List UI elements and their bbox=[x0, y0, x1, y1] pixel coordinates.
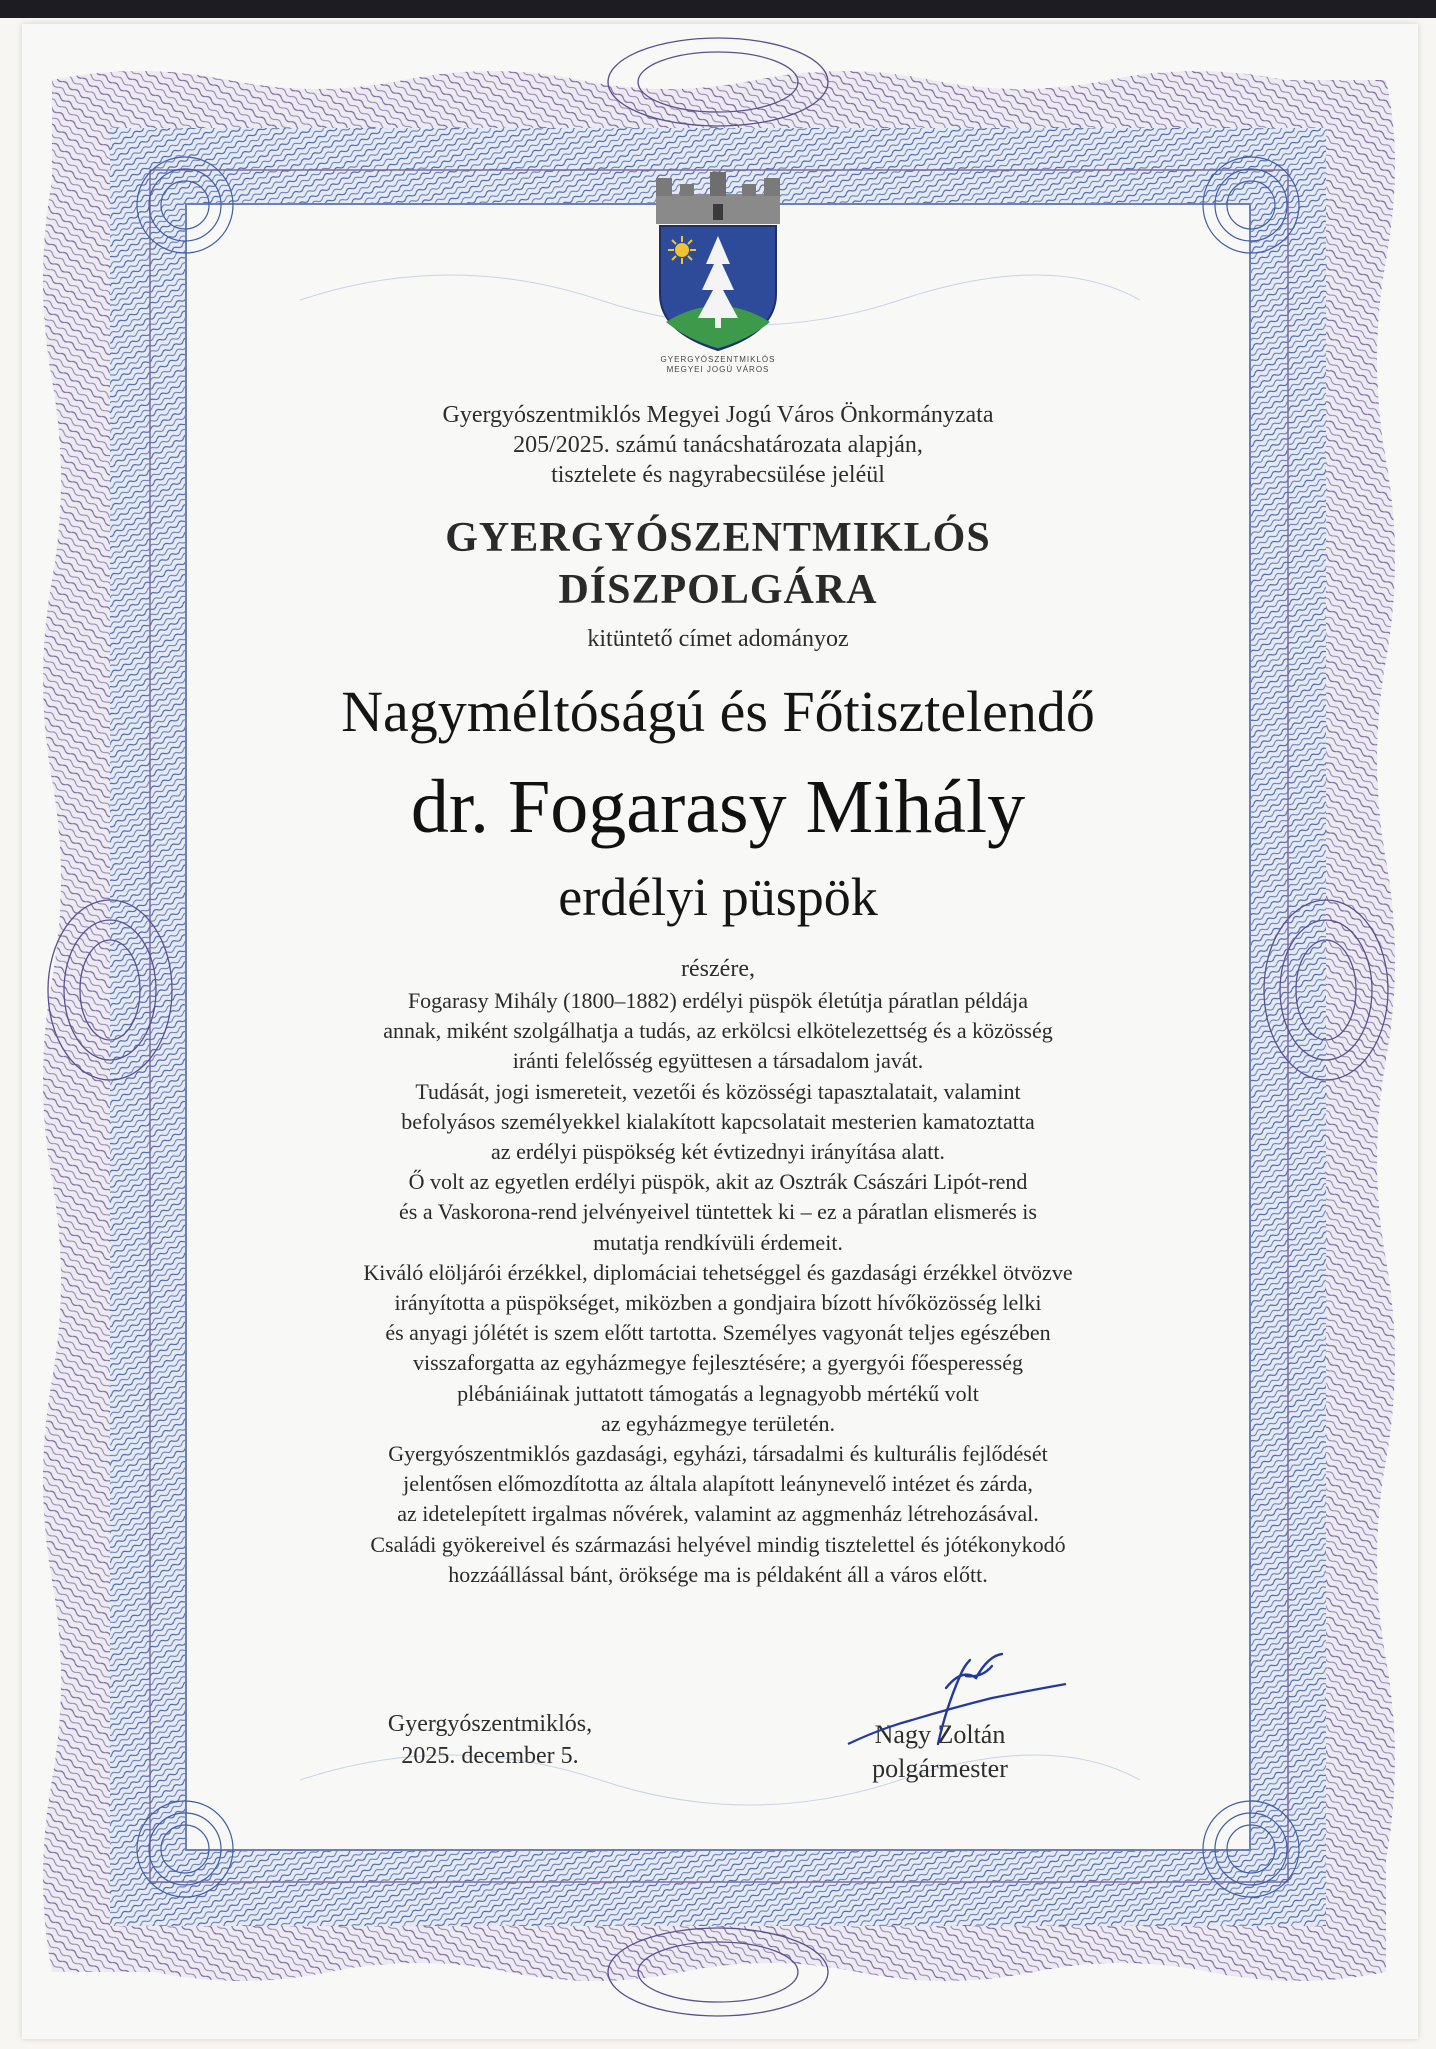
body-line: jelentősen előmozdította az általa alapított leánynevelő intézet és zárda, bbox=[403, 1471, 1033, 1497]
body-line: plébániáinak juttatott támogatás a legnagyobb mértékű volt bbox=[457, 1380, 979, 1406]
award-title bbox=[260, 512, 1176, 616]
body-line: mutatja rendkívüli érdemeit. bbox=[593, 1229, 843, 1255]
body-line: visszaforgatta az egyházmegye fejlesztésére; a gyergyói főesperesség bbox=[412, 1350, 1024, 1376]
honoree-name: dr. Fogarasy Mihály bbox=[410, 765, 1026, 849]
signer-name: Nagy Zoltán bbox=[874, 1720, 1006, 1749]
date-text: 2025. december 5. bbox=[401, 1743, 579, 1769]
body-line: Tudását, jogi ismereteit, vezetői és közösségi tapasztalatait, valamint bbox=[415, 1078, 1021, 1104]
body-line: annak, miként szolgálhatja a tudás, az erkölcsi elkötelezettség és a közösség bbox=[383, 1018, 1053, 1044]
citation-body bbox=[260, 986, 1176, 1590]
body-line: irányította a püspökséget, miközben a gondjaira bízott hívőközösség lelki bbox=[394, 1290, 1042, 1316]
city-coat-of-arms bbox=[636, 172, 800, 352]
issuer-statement bbox=[260, 400, 1176, 490]
body-line: befolyásos személyekkel kialakított kapcsolatait mesterien kamatoztatta bbox=[401, 1108, 1035, 1134]
body-line: és a Vaskorona-rend jelvényeivel tüntettek ki – ez a páratlan elismerés is bbox=[399, 1199, 1037, 1225]
place-and-date bbox=[330, 1708, 650, 1772]
sun-icon bbox=[668, 236, 696, 264]
body-line: Családi gyökereivel és származási helyével mindig tisztelettel és jótékonykodó bbox=[370, 1531, 1066, 1557]
crest-caption-line: MEGYEI JOGÚ VÁROS bbox=[666, 365, 770, 374]
award-subtitle: kitüntető címet adományoz bbox=[587, 626, 849, 652]
recipient-label: részére, bbox=[681, 956, 755, 982]
body-line: Ő volt az egyetlen erdélyi püspök, akit az Osztrák Császári Lipót-rend bbox=[408, 1169, 1028, 1195]
body-line: és anyagi jólétét is szem előtt tartotta. Személyes vagyonát teljes egészében bbox=[385, 1320, 1051, 1346]
handwritten-signature bbox=[842, 1648, 1072, 1758]
body-line: Kiváló elöljárói érzékkel, diplomáciai tehetséggel és gazdasági érzékkel ötvözve bbox=[363, 1259, 1073, 1285]
place-text: Gyergyószentmiklós, bbox=[387, 1711, 593, 1737]
signer-title: polgármester bbox=[872, 1754, 1008, 1783]
crest-caption bbox=[618, 355, 818, 375]
intro-line: tisztelete és nagyrabecsülése jeléül bbox=[551, 462, 885, 488]
body-line: az erdélyi püspökség két évtizednyi irányítása alatt. bbox=[491, 1139, 945, 1165]
body-line: hozzáállással bánt, öröksége ma is példaként áll a város előtt. bbox=[448, 1561, 988, 1587]
intro-line: 205/2025. számú tanácshatározata alapján, bbox=[513, 432, 923, 458]
honoree-honorific: Nagyméltóságú és Főtisztelendő bbox=[341, 679, 1095, 744]
body-line: az idetelepített irgalmas nővérek, valamint az aggmenház létrehozásával. bbox=[397, 1501, 1039, 1527]
body-line: Gyergyószentmiklós gazdasági, egyházi, társadalmi és kulturális fejlődését bbox=[388, 1441, 1048, 1467]
title-line: GYERGYÓSZENTMIKLÓS bbox=[445, 515, 991, 561]
body-line: iránti felelősség együttesen a társadalom javát. bbox=[512, 1048, 924, 1074]
body-line: Fogarasy Mihály (1800–1882) erdélyi püspök életútja páratlan példája bbox=[407, 988, 1029, 1013]
title-line: DÍSZPOLGÁRA bbox=[558, 567, 878, 613]
crest-caption-line: GYERGYÓSZENTMIKLÓS bbox=[660, 355, 776, 364]
intro-line: Gyergyószentmiklós Megyei Jogú Város Önkormányzata bbox=[442, 402, 994, 428]
body-line: az egyházmegye területén. bbox=[601, 1410, 835, 1436]
honoree-role: erdélyi püspök bbox=[558, 867, 878, 927]
castle-crown-icon bbox=[656, 172, 780, 224]
